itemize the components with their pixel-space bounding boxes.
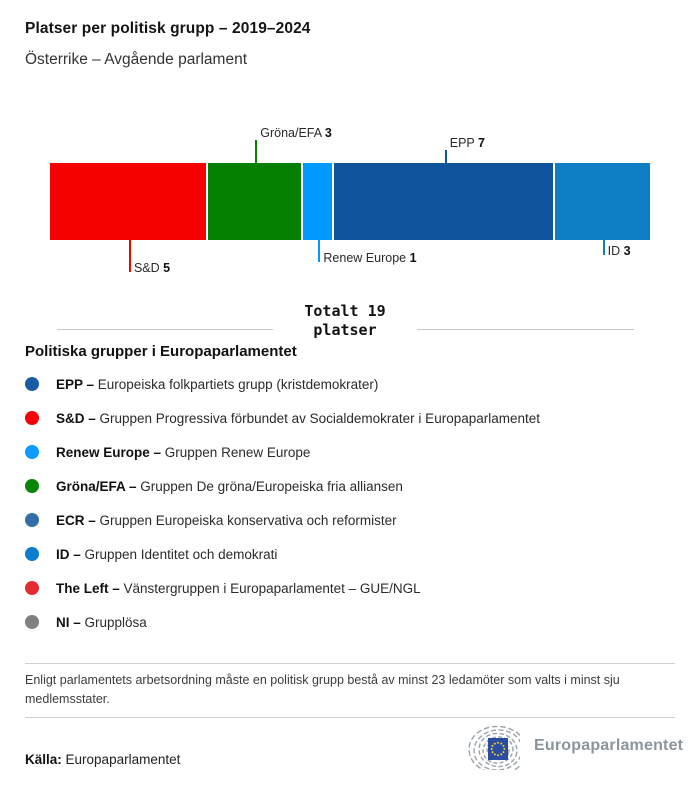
legend-item-text: EPP – Europeiska folkpartiets grupp (kristdemokrater) — [56, 376, 379, 392]
legend-color-dot — [25, 615, 39, 629]
bar-segment-s-d — [50, 163, 206, 240]
callout-tick-epp — [445, 150, 447, 163]
footnote-text: Enligt parlamentets arbetsordning måste en politisk grupp bestå av minst 23 ledamöter som valts i minst sju medlemsstater. — [25, 673, 620, 706]
legend-item-s-d — [25, 410, 540, 426]
legend-color-dot — [25, 547, 39, 561]
divider-bottom — [25, 717, 675, 718]
callout-label-renew-europe: Renew Europe 1 — [323, 251, 417, 265]
seats-stacked-bar-chart — [0, 0, 700, 300]
callout-label-id: ID 3 — [607, 244, 631, 258]
source-line — [25, 752, 180, 767]
source-label: Källa: — [25, 752, 62, 767]
callout-tick-s-d — [129, 240, 131, 272]
ep-hemicycle-flag-icon — [460, 722, 520, 770]
legend-item-text: Gröna/EFA – Gruppen De gröna/Europeiska fria alliansen — [56, 478, 403, 494]
legend-item-text: The Left – Vänstergruppen i Europaparlamentet – GUE/NGL — [56, 580, 421, 596]
total-seats-line1: Totalt 19 — [304, 302, 386, 320]
legend-item-gr-na-efa — [25, 478, 403, 494]
legend-item-renew-europe — [25, 444, 310, 460]
callout-label-s-d: S&D 5 — [133, 261, 171, 275]
source-value: Europaparlamentet — [65, 752, 181, 767]
page-title: Platser per politisk grupp – 2019–2024 — [25, 20, 311, 37]
legend-color-dot — [25, 581, 39, 595]
legend-item-text: ECR – Gruppen Europeiska konservativa och reformister — [56, 512, 397, 528]
callout-tick-renew-europe — [318, 240, 320, 262]
callout-tick-gr-na-efa — [255, 140, 257, 163]
bar-segment-id — [555, 163, 650, 240]
legend-color-dot — [25, 445, 39, 459]
legend-item-id — [25, 546, 277, 562]
callout-label-gr-na-efa: Gröna/EFA 3 — [260, 126, 332, 140]
legend-color-dot — [25, 411, 39, 425]
legend-item-ecr — [25, 512, 397, 528]
callout-tick-id — [603, 240, 605, 255]
bar-segment-gr-na-efa — [208, 163, 301, 240]
legend-item-epp — [25, 376, 378, 392]
legend-color-dot — [25, 377, 39, 391]
legend-color-dot — [25, 479, 39, 493]
legend-item-text: NI – Grupplösa — [56, 614, 147, 630]
bar-segment-epp — [334, 163, 553, 240]
divider-line-left — [57, 329, 273, 330]
divider-line-right — [417, 329, 634, 330]
total-seats-label — [250, 302, 440, 340]
legend-color-dot — [25, 513, 39, 527]
page-subtitle: Österrike – Avgående parlament — [25, 51, 248, 68]
legend-heading: Politiska grupper i Europaparlamentet — [25, 343, 297, 360]
legend-item-ni — [25, 614, 147, 630]
total-seats-line2: platser — [313, 321, 377, 339]
legend-item-text: S&D – Gruppen Progressiva förbundet av Socialdemokrater i Europaparlamentet — [56, 410, 541, 426]
european-parliament-logo — [460, 722, 683, 770]
divider-top — [25, 663, 675, 664]
legend-item-the-left — [25, 580, 421, 596]
legend-item-text: Renew Europe – Gruppen Renew Europe — [56, 444, 311, 460]
legend-item-text: ID – Gruppen Identitet och demokrati — [56, 546, 278, 562]
logo-wordmark: Europaparlamentet — [534, 737, 684, 754]
callout-label-epp: EPP 7 — [449, 136, 485, 150]
bar-segment-renew-europe — [303, 163, 333, 240]
